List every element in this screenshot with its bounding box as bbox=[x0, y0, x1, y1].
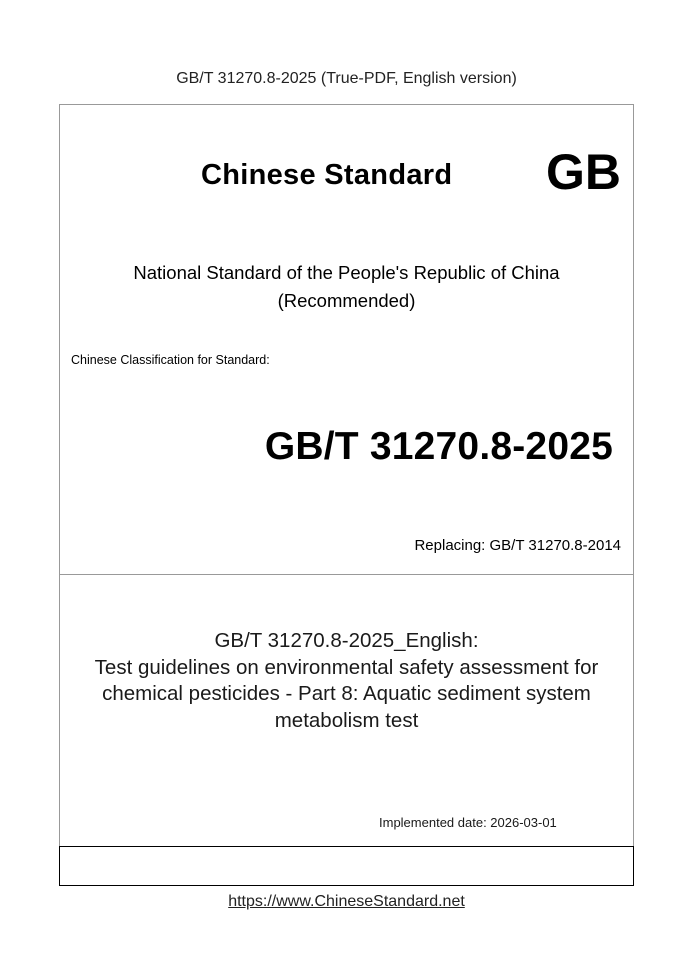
document-title-line: Test guidelines on environmental safety assessment for bbox=[94, 655, 599, 679]
cover-bottom-box bbox=[59, 846, 634, 886]
cover-frame bbox=[59, 104, 634, 886]
website-link[interactable]: https://www.ChineseStandard.net bbox=[228, 893, 465, 910]
document-title-line: metabolism test bbox=[274, 708, 419, 732]
cover-top-section bbox=[60, 105, 633, 575]
national-standard-block bbox=[60, 259, 633, 315]
implemented-date: Implemented date: 2026-03-01 bbox=[379, 815, 557, 830]
footer bbox=[0, 893, 693, 911]
classification-label: Chinese Classification for Standard: bbox=[71, 353, 270, 367]
gb-mark: GB bbox=[546, 144, 621, 200]
document-title-line: chemical pesticides - Part 8: Aquatic sediment system bbox=[102, 682, 591, 705]
national-standard-line: National Standard of the People's Republic of China bbox=[133, 262, 560, 283]
standard-heading: Chinese Standard bbox=[201, 159, 453, 191]
standard-number: GB/T 31270.8-2025 bbox=[264, 425, 613, 468]
replacing-note: Replacing: GB/T 31270.8-2014 bbox=[414, 537, 621, 554]
page-header: GB/T 31270.8-2025 (True-PDF, English version) bbox=[176, 70, 517, 87]
document-title bbox=[60, 628, 633, 734]
cover-title-section bbox=[60, 575, 633, 847]
document-title-line: GB/T 31270.8-2025_English: bbox=[214, 629, 479, 652]
recommended-line: (Recommended) bbox=[277, 290, 416, 311]
